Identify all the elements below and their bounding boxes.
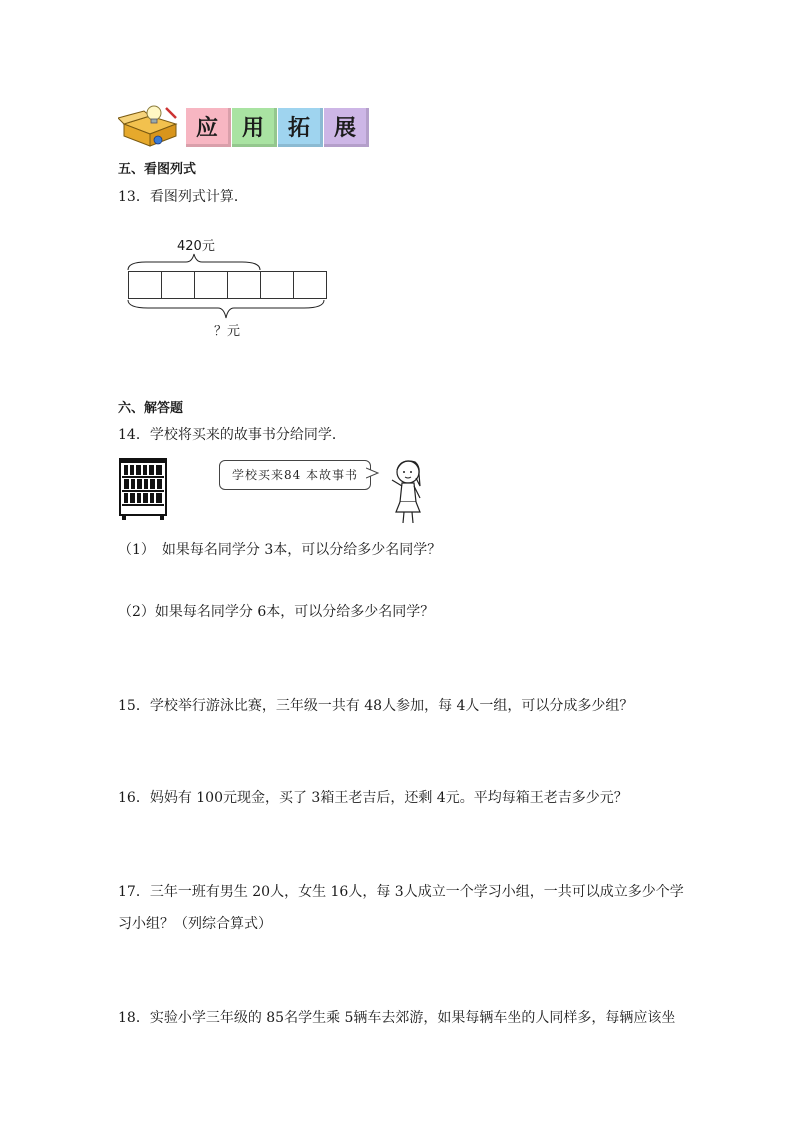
question-13: 13．看图列式计算． <box>118 189 248 205</box>
diagram-bottom-label: ？元 <box>214 324 241 339</box>
banner-tile-3: 拓 <box>278 108 323 147</box>
bottom-brace <box>126 298 326 320</box>
question-17-line-2: 习小组？（列综合算式） <box>118 916 272 932</box>
question-14-2: （2）如果每名同学分 6本，可以分给多少名同学？ <box>118 604 435 620</box>
segment-box <box>129 272 162 298</box>
girl-icon <box>382 456 430 526</box>
question-16: 16．妈妈有 100元现金，买了 3箱王老吉后，还剩 4元。平均每箱王老吉多少元？ <box>118 790 628 806</box>
segment-box <box>228 272 261 298</box>
section-6-title: 六、解答题 <box>118 401 184 416</box>
segment-bar <box>128 271 327 299</box>
segment-box <box>294 272 326 298</box>
question-18: 18．实验小学三年级的 85名学生乘 5辆车去郊游，如果每辆车坐的人同样多，每辆应该坐 <box>118 1010 676 1026</box>
banner-tile-4: 展 <box>324 108 369 147</box>
top-brace <box>126 252 262 272</box>
bookshelf-icon <box>119 458 167 520</box>
banner-tile-2: 用 <box>232 108 277 147</box>
segment-box <box>195 272 228 298</box>
banner-tile-1: 应 <box>186 108 231 147</box>
question-17-line-1: 17．三年一班有男生 20人，女生 16人，每 3人成立一个学习小组，一共可以成立多少个学 <box>118 884 684 900</box>
diagram-top-label: 420元 <box>177 239 215 254</box>
idea-box-icon <box>118 104 182 148</box>
question-14-1: （1） 如果每名同学分 3本，可以分给多少名同学？ <box>118 542 442 558</box>
bubble-tail <box>366 466 380 480</box>
question-14: 14．学校将买来的故事书分给同学． <box>118 427 346 443</box>
question-15: 15．学校举行游泳比赛，三年级一共有 48人参加，每 4人一组，可以分成多少组？ <box>118 698 634 714</box>
segment-box <box>162 272 195 298</box>
segment-box <box>261 272 294 298</box>
section-5-title: 五、看图列式 <box>118 162 197 177</box>
speech-bubble: 学校买来84 本故事书 <box>219 460 371 490</box>
